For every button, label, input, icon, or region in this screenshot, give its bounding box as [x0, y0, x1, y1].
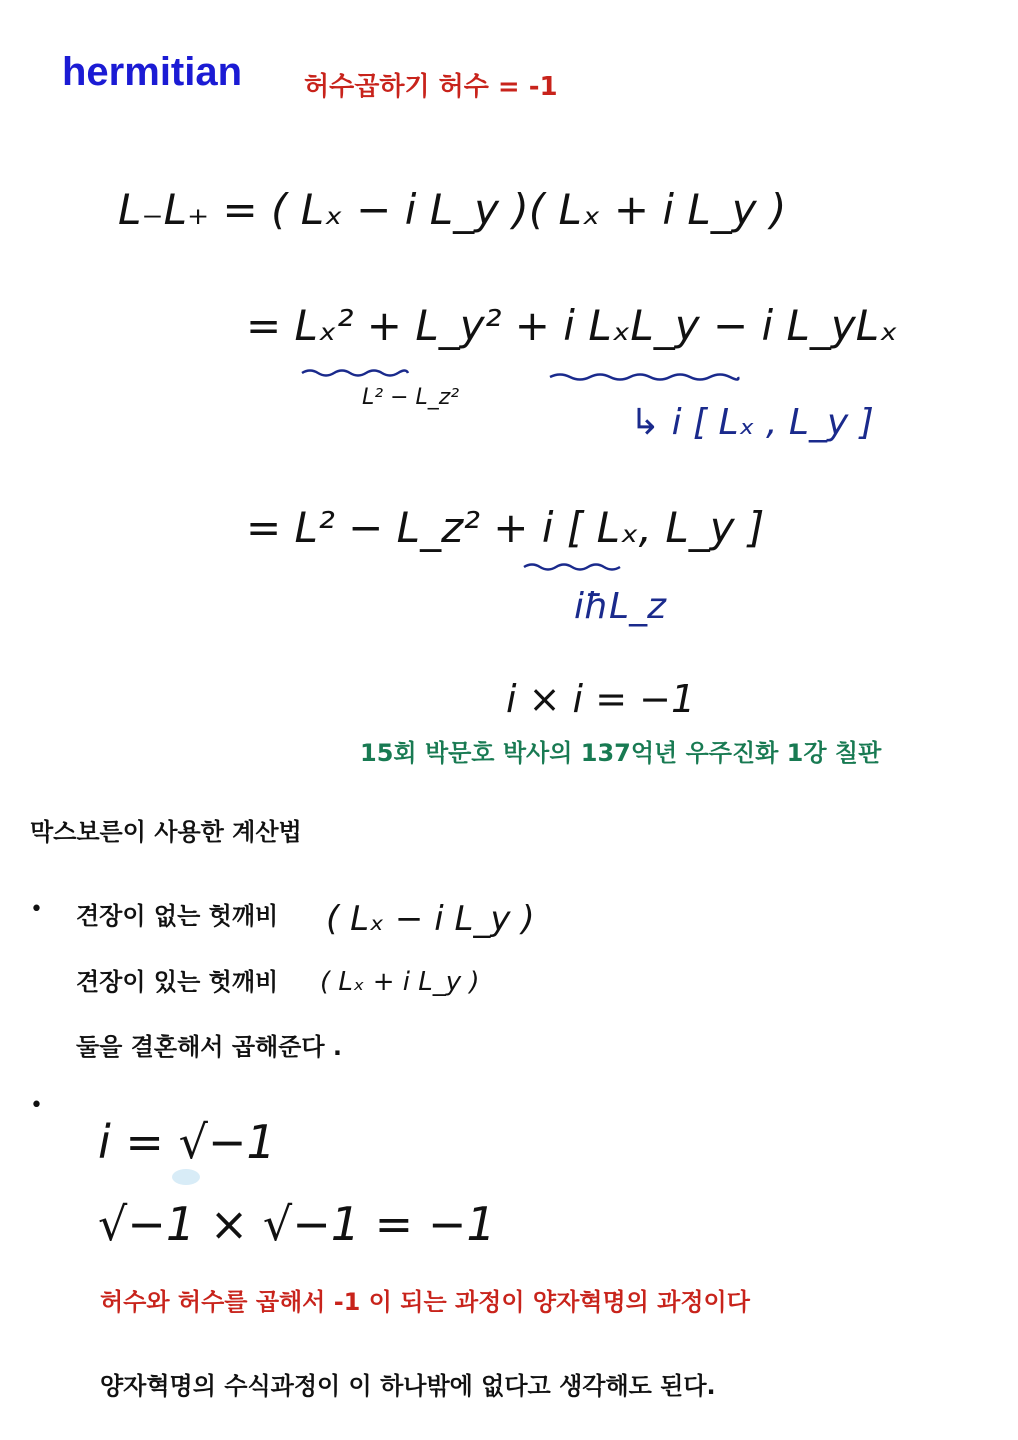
- svg-text:L² − L_z²: L² − L_z²: [362, 385, 460, 410]
- svg-text:i × i = −1: i × i = −1: [506, 677, 696, 721]
- bullet-2-math-i-definition: [98, 1110, 298, 1170]
- board-caption: 15회 박문호 박사의 137억년 우주진화 1강 칠판: [360, 739, 882, 767]
- svg-text:L₋L₊ = ( Lₓ − i L_y )( Lₓ + i: L₋L₊ = ( Lₓ − i L_y )( Lₓ + i L_y ): [118, 185, 787, 234]
- conclusion-red: 허수와 허수를 곱해서 -1 이 되는 과정이 양자혁명의 과정이다: [100, 1288, 750, 1316]
- note-l2-minus-lz2: [362, 378, 462, 412]
- bullet-1-line-3: 둘을 결혼해서 곱해준다 .: [76, 1033, 343, 1061]
- conclusion: 양자혁명의 수식과정이 이 하나밖에 없다고 생각해도 된다.: [100, 1372, 716, 1400]
- bullet-2-math-product: [98, 1192, 496, 1252]
- svg-text:= L² − L_z² + i [ Lₓ, L_y ]: = L² − L_z² + i [ Lₓ, L_y ]: [246, 503, 765, 552]
- svg-text:iħL_z: iħL_z: [574, 586, 666, 627]
- note-commutator: [630, 396, 874, 446]
- svg-text:↳ i [ Lₓ , L_y ]: ↳ i [ Lₓ , L_y ]: [630, 402, 874, 443]
- section-title: 막스보른이 사용한 계산법: [30, 818, 302, 846]
- equation-i-times-i: [506, 672, 696, 722]
- note-ihbar-lz: [574, 580, 674, 630]
- svg-text:( Lₓ − i L_y ): ( Lₓ − i L_y ): [326, 899, 535, 939]
- bullet-1-line-1: 견장이 없는 헛깨비: [76, 902, 279, 930]
- page-subtitle: 허수곱하기 허수 = -1: [304, 72, 558, 102]
- equation-line-1: [118, 180, 787, 240]
- equation-line-2: [246, 296, 898, 356]
- svg-text:√−1 × √−1 = −1: √−1 × √−1 = −1: [98, 1197, 496, 1251]
- bullet-1-math-2: [320, 960, 490, 1004]
- smudge-mark: [166, 1166, 206, 1188]
- svg-text:i = √−1: i = √−1: [98, 1115, 276, 1169]
- underline-right-squiggle: [548, 370, 740, 384]
- equation-line-3: [246, 498, 765, 558]
- svg-text:( Lₓ + i L_y ): ( Lₓ + i L_y ): [320, 967, 480, 997]
- bullet-dot-2: •: [30, 1093, 43, 1118]
- underline-commutator-squiggle: [522, 560, 622, 574]
- bullet-dot-1: •: [30, 897, 43, 922]
- svg-text:= Lₓ² + L_y² + i LₓL_y − i L_y: = Lₓ² + L_y² + i LₓL_y − i L_yLₓ: [246, 301, 898, 350]
- bullet-1-math-1: [326, 894, 535, 944]
- page-title: hermitian: [62, 50, 243, 94]
- bullet-1-line-2: 견장이 있는 헛깨비: [76, 968, 279, 996]
